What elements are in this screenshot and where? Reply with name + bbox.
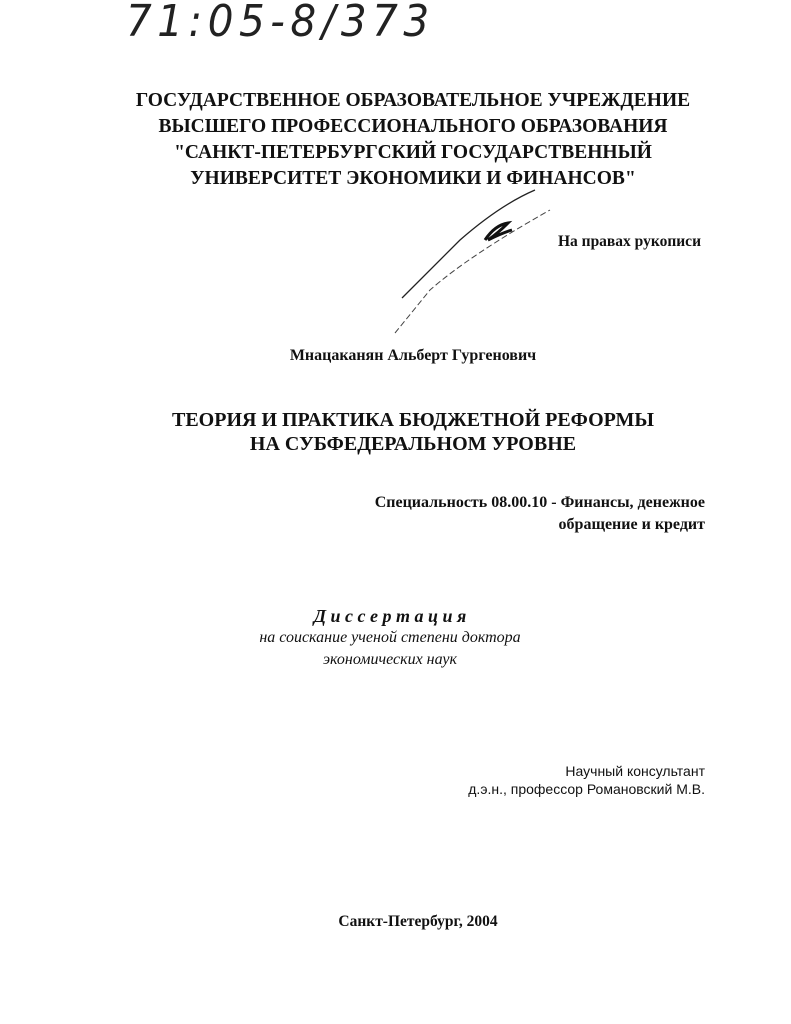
author-name: Мнацаканян Альберт Гургенович — [289, 347, 537, 364]
dissertation-title — [0, 408, 791, 456]
specialty-line: обращение и кредит — [558, 516, 705, 533]
specialty — [375, 492, 705, 536]
institution-line: ВЫСШЕГО ПРОФЕССИОНАЛЬНОГО ОБРАЗОВАНИЯ — [158, 116, 668, 137]
manuscript-rights-label: На правах рукописи — [557, 233, 701, 250]
handwritten-archive-number: 71:05-8/373 — [126, 0, 435, 47]
degree-line: на соискание ученой степени доктора — [259, 629, 521, 646]
degree-line: экономических наук — [323, 651, 457, 668]
institution-line: ГОСУДАРСТВЕННОЕ ОБРАЗОВАТЕЛЬНОЕ УЧРЕЖДЕНИЕ — [135, 90, 691, 111]
institution-line: "САНКТ-ПЕТЕРБУРГСКИЙ ГОСУДАРСТВЕННЫЙ — [174, 142, 652, 163]
consultant-label: Научный консультант — [565, 763, 705, 779]
title-line: ТЕОРИЯ И ПРАКТИКА БЮДЖЕТНОЙ РЕФОРМЫ — [171, 409, 655, 431]
signature — [390, 185, 560, 335]
institution-name — [0, 88, 791, 192]
consultant-name: д.э.н., профессор Романовский М.В. — [468, 781, 705, 797]
dissertation-type — [0, 605, 780, 671]
institution-line: УНИВЕРСИТЕТ ЭКОНОМИКИ И ФИНАНСОВ" — [190, 168, 636, 189]
title-line: НА СУБФЕДЕРАЛЬНОМ УРОВНЕ — [249, 433, 577, 455]
scientific-consultant — [468, 762, 705, 798]
specialty-line: Специальность 08.00.10 - Финансы, денежное — [374, 494, 705, 511]
city-year: Санкт-Петербург, 2004 — [338, 913, 498, 930]
dissertation-label: Д и с с е р т а ц и я — [313, 606, 467, 626]
